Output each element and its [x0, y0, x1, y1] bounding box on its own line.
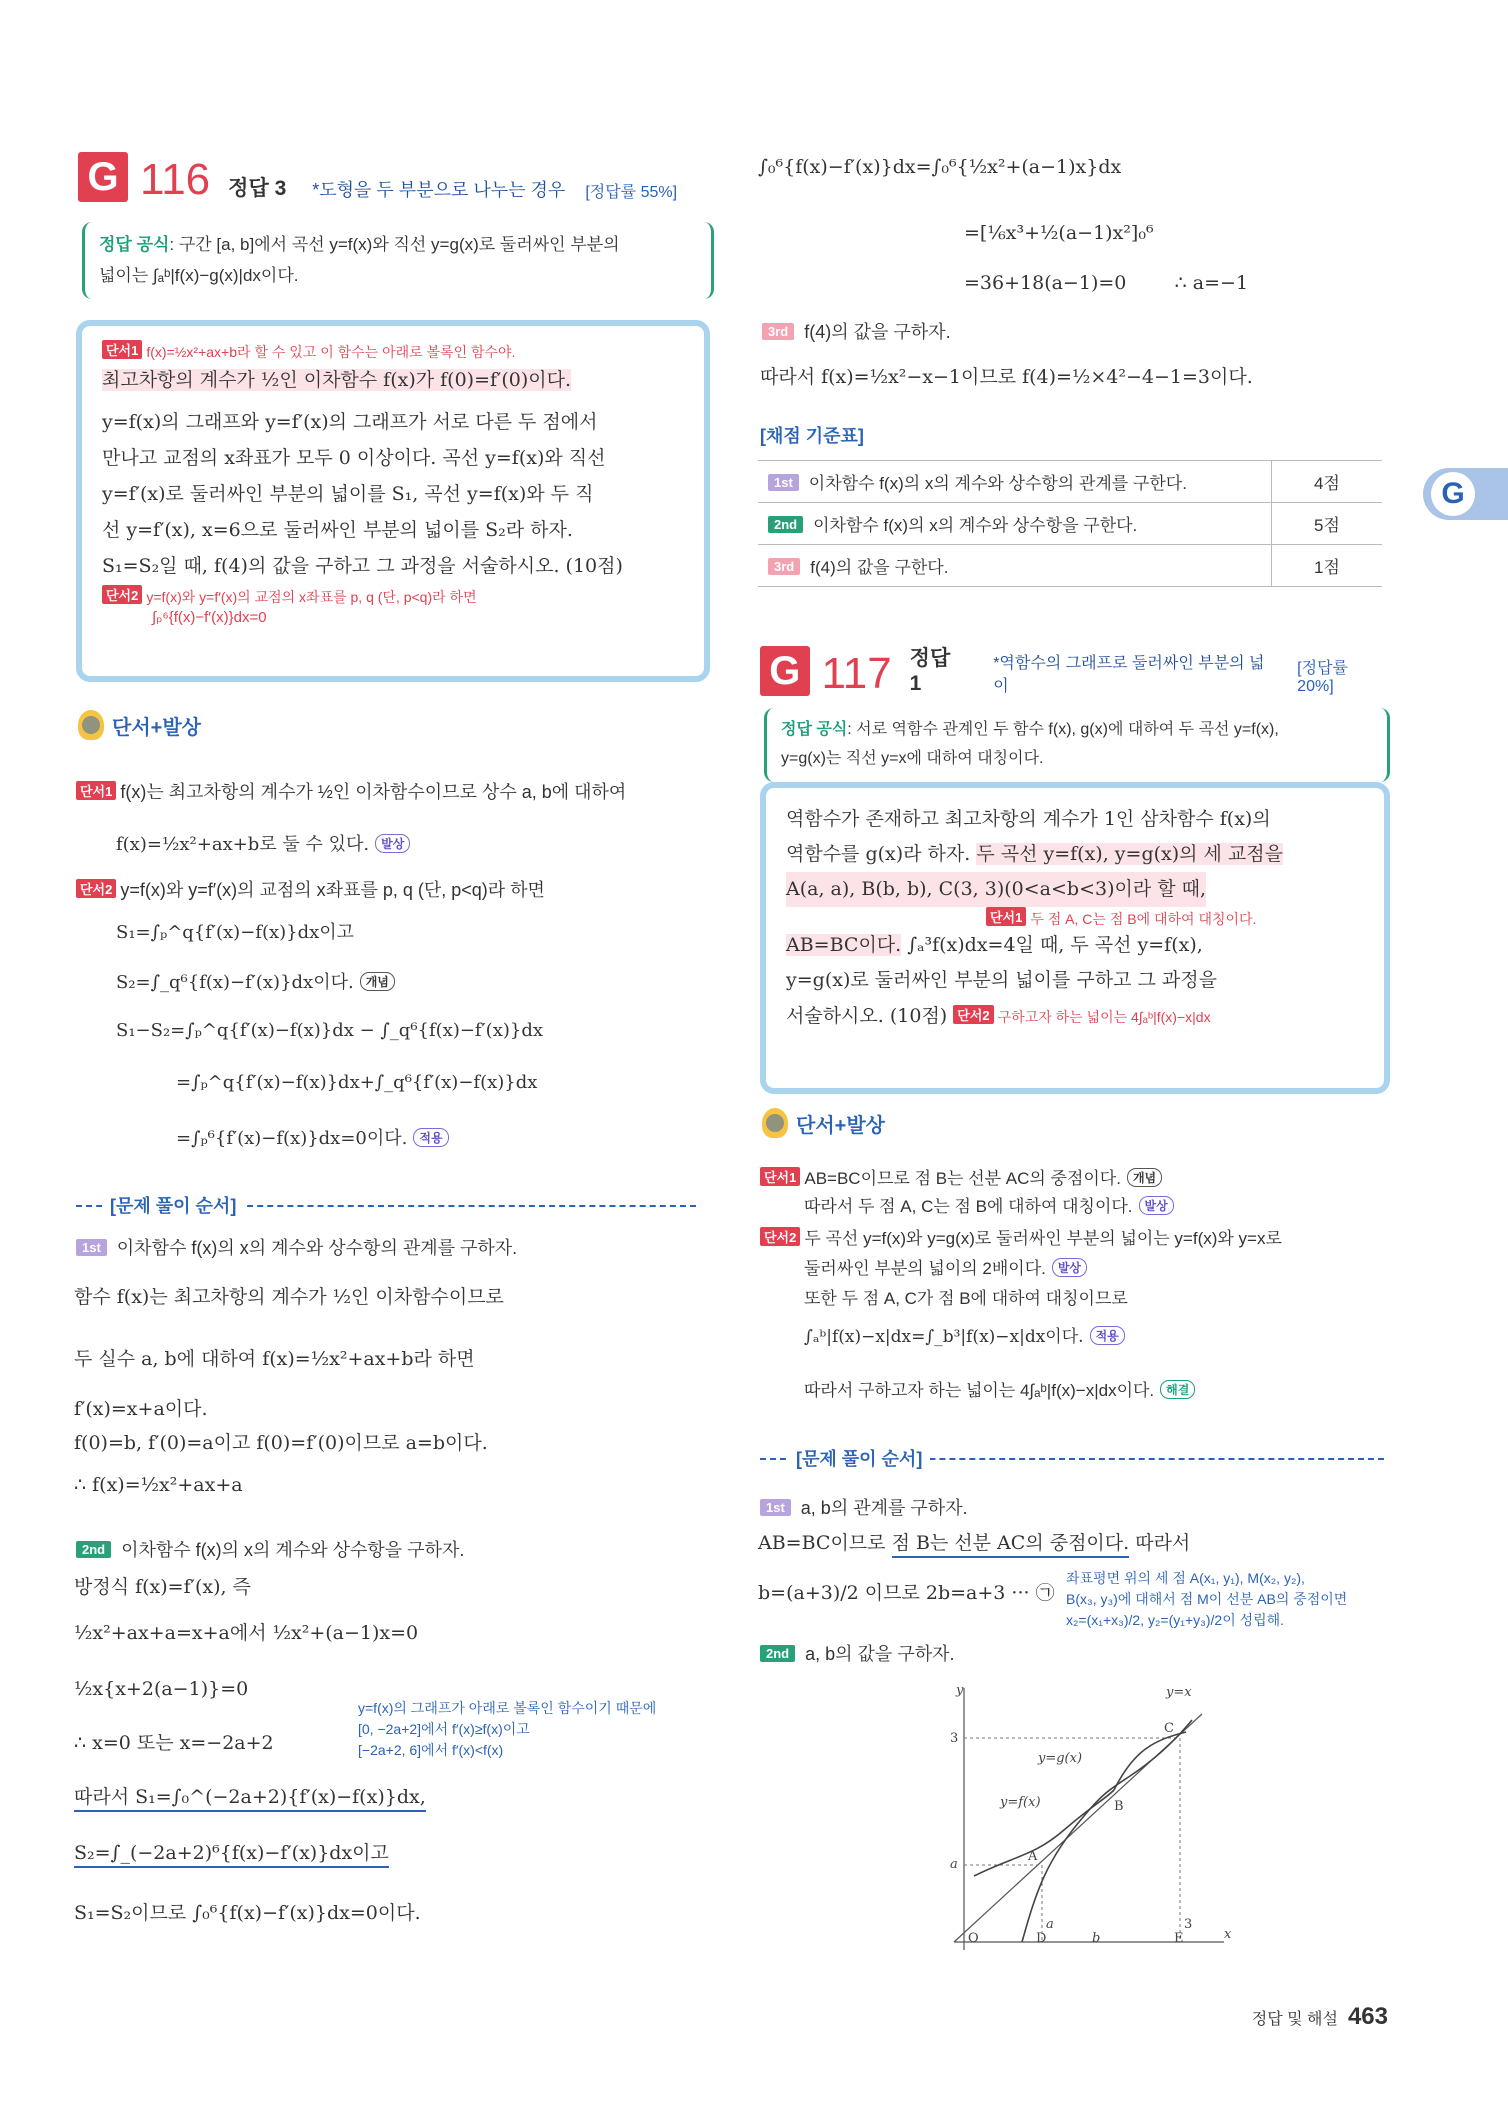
problem-116-box: [76, 320, 710, 682]
clue-2-s1: S₁=∫ₚ^q{f′(x)−f(x)}dx이고: [116, 922, 355, 943]
grading-row: [758, 503, 1382, 545]
step-2-line: 방정식 f(x)=f′(x), 즉: [74, 1576, 251, 1598]
tick-y-a: a: [950, 1857, 958, 1872]
grading-points: 4점: [1272, 461, 1383, 503]
step-2-line: ∴ x=0 또는 x=−2a+2: [74, 1732, 274, 1754]
clue-2-line-2: [804, 1254, 1087, 1279]
step-2-title: 이차함수 f(x)의 x의 계수와 상수항을 구하자.: [121, 1540, 465, 1560]
clue-2-text: 두 곡선 y=f(x)와 y=g(x)로 둘러싸인 부분의 넓이는 y=f(x)와 y=x로: [804, 1229, 1282, 1248]
step-tag: 3rd: [762, 323, 794, 340]
formula-label: 정답 공식: [99, 235, 170, 254]
hint-tag: 단서1: [102, 340, 142, 359]
clue-tag: 단서1: [76, 781, 116, 800]
grading-row: [758, 461, 1382, 503]
concept-pill: 개념: [1127, 1168, 1162, 1187]
step-3-line: 따라서 f(x)=½x²−x−1이므로 f(4)=½×4²−4−1=3이다.: [760, 366, 1253, 388]
problem-highlight: 두 곡선 y=f(x), y=g(x)의 세 교점을: [976, 843, 1283, 866]
tick-x-b: b: [1092, 1931, 1101, 1946]
hint-2: [953, 1009, 1210, 1025]
problem-line: [786, 837, 1364, 872]
concept-pill: 개념: [360, 972, 395, 991]
clue-1-text: AB=BC이므로 점 B는 선분 AC의 중점이다.: [804, 1169, 1121, 1188]
clue-2-line-5: [804, 1376, 1195, 1401]
step-2-line: S₁=S₂이므로 ∫₀⁶{f(x)−f′(x)}dx=0이다.: [74, 1902, 421, 1924]
hint-tag: 단서2: [102, 585, 142, 604]
apply-pill: 적용: [1090, 1326, 1125, 1345]
clue-2-diff-1: S₁−S₂=∫ₚ^q{f′(x)−f(x)}dx − ∫_q⁶{f(x)−f′(x)}dx: [116, 1020, 544, 1041]
hint-tag: 단서2: [953, 1005, 993, 1024]
chapter-badge: G: [78, 152, 128, 202]
step-3-title: f(4)의 값을 구하자.: [804, 322, 951, 342]
note-line: [−2a+2, 6]에서 f′(x)<f(x): [358, 1742, 504, 1758]
clue-2-text: y=f(x)와 y=f′(x)의 교점의 x좌표를 p, q (단, p<q)라 하면: [120, 880, 545, 900]
note-line: y=f(x)의 그래프가 아래로 볼록인 함수이기 때문에: [358, 1700, 657, 1716]
integral-line-1: ∫₀⁶{f(x)−f′(x)}dx=∫₀⁶{½x²+(a−1)x}dx: [758, 156, 1122, 178]
clue-1-formula-text: f(x)=½x²+ax+b로 둘 수 있다.: [116, 834, 370, 855]
s1-expression: 따라서 S₁=∫₀^(−2a+2){f′(x)−f(x)}dx,: [74, 1786, 426, 1812]
grading-row: [758, 545, 1382, 587]
grading-criterion: [758, 461, 1272, 503]
clue-idea-heading: [762, 1108, 885, 1138]
step-1-heading: [76, 1234, 517, 1260]
tick-x-e: E: [1174, 1931, 1184, 1946]
midpoint-note: [1066, 1568, 1347, 1631]
answer-label: 정답 3: [228, 177, 287, 200]
step-1-line: f′(x)=x+a이다.: [74, 1398, 208, 1420]
problem-text: ∫ₐ³f(x)dx=4일 때, 두 곡선 y=f(x),: [901, 934, 1203, 957]
y-axis-label: y: [956, 1683, 964, 1698]
clue-tag: 단서2: [760, 1227, 800, 1246]
problem-text: 서술하시오. (10점): [786, 1004, 948, 1027]
footer-label: 정답 및 해설: [1251, 2011, 1338, 2028]
clue-idea-title: 단서+발상: [796, 1114, 885, 1137]
point-c-label: C: [1164, 1721, 1174, 1736]
step-tag: 1st: [768, 474, 799, 491]
hint-2-formula: ∫ₚ⁶{f(x)−f′(x)}dx=0: [152, 608, 267, 626]
note-line: [0, −2a+2]에서 f′(x)≥f(x)이고: [358, 1721, 530, 1737]
answer-label: 정답 1: [909, 647, 951, 695]
topic-label: *도형을 두 부분으로 나누는 경우: [312, 180, 566, 200]
step-2-line: [74, 1838, 389, 1865]
clue-1-formula: [116, 830, 410, 856]
question-number: 117: [821, 649, 892, 698]
problem-line: 역함수가 존재하고 최고차항의 계수가 1인 삼차함수 f(x)의: [786, 808, 1271, 830]
g-label: y=g(x): [1038, 1751, 1083, 1766]
problem-highlight: 최고차항의 계수가 ½인 이차함수 f(x)가 f(0)=f′(0)이다.: [102, 369, 572, 391]
grading-points: 1점: [1272, 545, 1383, 587]
clue-2-line-4: [804, 1322, 1125, 1347]
grading-title: [채점 기준표]: [760, 426, 864, 446]
idea-pill: 발상: [375, 834, 410, 853]
problem-line: y=f′(x)로 둘러싸인 부분의 넓이를 S₁, 곡선 y=f(x)와 두 직: [102, 483, 594, 506]
step-1-text: AB=BC이므로: [758, 1532, 892, 1554]
apply-pill: 적용: [413, 1128, 448, 1147]
step-1-text: 따라서: [1129, 1532, 1191, 1554]
hint-2-text: 구하고자 하는 넓이는 4∫ₐᵇ|f(x)−x|dx: [997, 1008, 1211, 1025]
clue-1-line: [76, 778, 626, 804]
clue-tag: 단서2: [76, 879, 116, 898]
lightbulb-icon: [78, 710, 104, 740]
problem-highlight: AB=BC이다.: [786, 934, 902, 957]
chapter-badge: G: [760, 646, 810, 696]
formula-line-2: y=g(x)는 직선 y=x에 대하여 대칭이다.: [781, 749, 1044, 767]
note-line: x₂=(x₁+x₃)/2, y₂=(y₁+y₃)/2이 성립해.: [1066, 1612, 1285, 1628]
idea-pill: 발상: [1139, 1196, 1174, 1215]
clue-2-text: 둘러싸인 부분의 넓이의 2배이다.: [804, 1259, 1046, 1278]
step-3-heading: [762, 318, 951, 344]
clue-2-s2-text: S₂=∫_q⁶{f(x)−f′(x)}dx이다.: [116, 972, 354, 993]
step-tag: 3rd: [768, 558, 800, 575]
problem-text: 역함수를 g(x)라 하자.: [786, 843, 977, 866]
clue-2-text: 따라서 구하고자 하는 넓이는 4∫ₐᵇ|f(x)−x|dx이다.: [804, 1381, 1155, 1400]
clue-1-text: f(x)는 최고차항의 계수가 ½인 이차함수이므로 상수 a, b에 대하여: [120, 782, 627, 802]
problem-line: y=g(x)로 둘러싸인 부분의 넓이를 구하고 그 과정을: [786, 969, 1217, 992]
grading-table: [758, 460, 1382, 587]
formula-line-2: 넓이는 ∫ₐᵇ|f(x)−g(x)|dx이다.: [99, 265, 299, 285]
step-1-line: b=(a+3)/2 이므로 2b=a+3 ··· ㉠: [758, 1582, 1055, 1604]
grading-criterion: [758, 503, 1272, 545]
hint-2-text: y=f(x)와 y=f′(x)의 교점의 x좌표를 p, q (단, p<q)라 하면: [146, 588, 477, 605]
step-2-note: [358, 1698, 656, 1761]
s2-expression: S₂=∫_(−2a+2)⁶{f(x)−f′(x)}dx이고: [74, 1842, 389, 1868]
tick-x-d: D: [1036, 1931, 1047, 1946]
grading-points: 5점: [1272, 503, 1383, 545]
step-2-line: [74, 1782, 426, 1809]
criterion-text: 이차함수 f(x)의 x의 계수와 상수항을 구한다.: [813, 516, 1138, 535]
answer-formula-box: [764, 708, 1390, 782]
formula-line-1: : 구간 [a, b]에서 곡선 y=f(x)와 직선 y=g(x)로 둘러싸인 부분의: [169, 235, 620, 254]
step-1-title: 이차함수 f(x)의 x의 계수와 상수항의 관계를 구하자.: [116, 1238, 518, 1258]
step-1-title: a, b의 관계를 구하자.: [800, 1498, 968, 1518]
grading-criterion: [758, 545, 1272, 587]
criterion-text: f(4)의 값을 구한다.: [810, 558, 949, 577]
hint-1: [102, 340, 684, 362]
page-footer: [1252, 2003, 1388, 2031]
step-tag: 2nd: [760, 1645, 795, 1662]
step-1-line: 함수 f(x)는 최고차항의 계수가 ½인 이차함수이므로: [74, 1286, 504, 1308]
question-117-header: [760, 640, 1388, 696]
clue-2-s2: [116, 968, 395, 994]
step-1-line: [758, 1528, 1190, 1555]
hint-1-text: f(x)=½x²+ax+b라 할 수 있고 이 함수는 아래로 볼록인 함수야.: [146, 344, 516, 360]
clue-1-line: [760, 1164, 1162, 1189]
clue-2-diff-3: [176, 1124, 449, 1150]
solve-pill: 해결: [1160, 1380, 1195, 1399]
hint-1-text: 두 점 A, C는 점 B에 대하여 대칭이다.: [1030, 911, 1257, 928]
criterion-text: 이차함수 f(x)의 x의 계수와 상수항의 관계를 구한다.: [808, 474, 1187, 493]
answer-formula-box: [82, 222, 714, 299]
problem-line: S₁=S₂일 때, f(4)의 값을 구하고 그 과정을 서술하시오. (10점): [102, 555, 623, 578]
clue-2-diff-2: =∫ₚ^q{f′(x)−f(x)}dx+∫_q⁶{f′(x)−f(x)}dx: [176, 1072, 538, 1093]
chapter-side-tab: [1423, 468, 1508, 520]
topic-label: *역함수의 그래프로 둘러싸인 부분의 넓이: [993, 655, 1265, 695]
chapter-tab-letter: G: [1431, 472, 1475, 516]
formula-line-1: : 서로 역함수 관계인 두 함수 f(x), g(x)에 대하여 두 곡선 y=f(x),: [847, 721, 1279, 738]
problem-line: y=f(x)의 그래프와 y=f′(x)의 그래프가 서로 다른 두 점에서: [102, 411, 598, 434]
problem-highlight: A(a, a), B(b, b), C(3, 3)(0<a<b<3)이라 할 때,: [786, 872, 1206, 907]
step-1-line: 두 실수 a, b에 대하여 f(x)=½x²+ax+b라 하면: [74, 1348, 475, 1370]
cubic-inverse-graph: [934, 1680, 1234, 1950]
step-1-heading: [760, 1494, 968, 1520]
note-line: 좌표평면 위의 세 점 A(x₁, y₁), M(x₂, y₂),: [1066, 1570, 1305, 1586]
hint-tag: 단서1: [986, 907, 1026, 926]
clue-2-text: ∫ₐᵇ|f(x)−x|dx=∫_b³|f(x)−x|dx이다.: [804, 1327, 1084, 1347]
step-tag: 2nd: [76, 1541, 111, 1558]
formula-label: 정답 공식: [781, 721, 848, 738]
problem-line: 선 y=f′(x), x=6으로 둘러싸인 부분의 넓이를 S₂라 하자.: [102, 519, 573, 542]
step-2-title: a, b의 값을 구하자.: [805, 1644, 955, 1664]
page-number: 463: [1347, 2003, 1388, 2030]
hint-1: [786, 907, 1364, 928]
idea-pill: 발상: [1052, 1258, 1087, 1277]
clue-2-diff-3-text: =∫ₚ⁶{f′(x)−f(x)}dx=0이다.: [176, 1128, 408, 1149]
correct-rate: [정답률 20%]: [1297, 660, 1348, 695]
integral-line-2: =[⅙x³+½(a−1)x²]₀⁶: [964, 222, 1154, 244]
step-tag: 1st: [760, 1499, 791, 1516]
origin-label: O: [968, 1931, 979, 1946]
note-line: B(x₃, y₃)에 대해서 점 M이 선분 AB의 중점이면: [1066, 1591, 1348, 1607]
step-tag: 1st: [76, 1239, 107, 1256]
step-2-line: ½x{x+2(a−1)}=0: [74, 1678, 249, 1700]
clue-idea-title: 단서+발상: [112, 716, 201, 739]
hint-2: [102, 585, 684, 608]
clue-2-line-3: 또한 두 점 A, C가 점 B에 대하여 대칭이므로: [804, 1289, 1128, 1308]
step-1-line: f(0)=b, f′(0)=a이고 f(0)=f′(0)이므로 a=b이다.: [74, 1432, 488, 1454]
order-title: [문제 풀이 순서]: [788, 1445, 930, 1471]
clue-idea-heading: [78, 710, 201, 740]
problem-117-box: [760, 782, 1390, 1094]
step-2-line: ½x²+ax+a=x+a에서 ½x²+(a−1)x=0: [74, 1622, 419, 1644]
clue-2-line: [76, 876, 545, 902]
tick-y-3: 3: [950, 1731, 959, 1746]
point-a-label: A: [1028, 1849, 1038, 1864]
x-axis-label: x: [1224, 1927, 1232, 1942]
point-b-label: B: [1114, 1799, 1124, 1814]
tick-x-a: a: [1046, 1917, 1054, 1932]
tick-x-3: 3: [1184, 1917, 1193, 1932]
step-2-heading: [760, 1640, 954, 1666]
f-label: y=f(x): [1000, 1795, 1041, 1810]
clue-tag: 단서1: [760, 1167, 800, 1186]
question-number: 116: [140, 155, 211, 204]
lightbulb-icon: [762, 1108, 788, 1138]
problem-line: [786, 999, 1364, 1034]
question-116-header: [78, 146, 677, 202]
step-1-line: ∴ f(x)=½x²+ax+a: [74, 1474, 243, 1496]
step-2-heading: [76, 1536, 464, 1562]
step-tag: 2nd: [768, 516, 803, 533]
correct-rate: [정답률 55%]: [585, 184, 678, 201]
line-label: y=x: [1166, 1685, 1192, 1700]
integral-line-3: =36+18(a−1)=0 ∴ a=−1: [964, 272, 1249, 294]
order-title: [문제 풀이 순서]: [102, 1192, 244, 1218]
clue-1-text: 따라서 두 점 A, C는 점 B에 대하여 대칭이다.: [804, 1197, 1133, 1216]
problem-line: [786, 928, 1364, 963]
problem-line: 만나고 교점의 x좌표가 모두 0 이상이다. 곡선 y=f(x)와 직선: [102, 447, 606, 470]
step-1-underlined: 점 B는 선분 AC의 중점이다.: [892, 1532, 1130, 1558]
clue-2-line: [760, 1224, 1282, 1249]
clue-1-line-2: [804, 1192, 1174, 1217]
